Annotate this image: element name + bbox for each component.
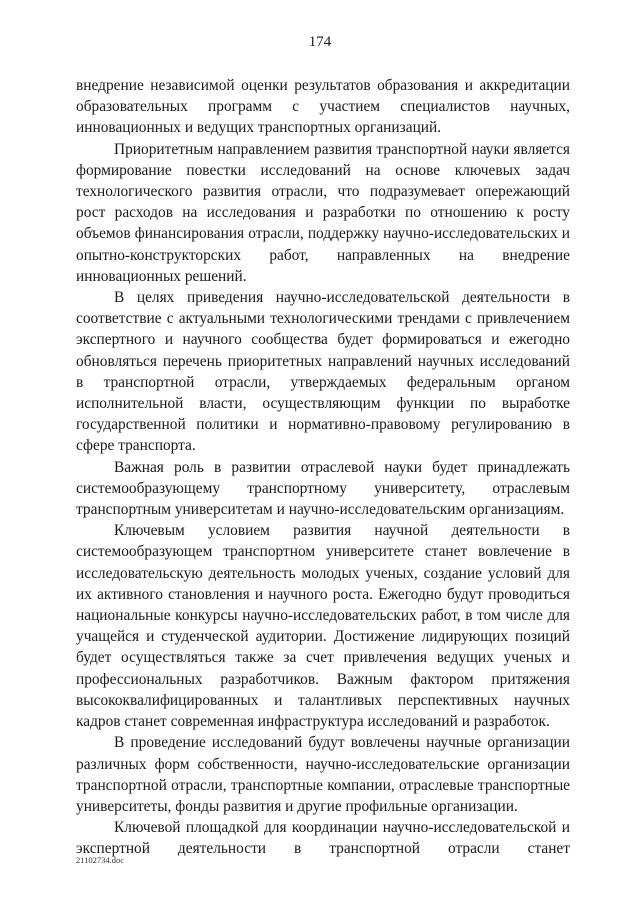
paragraph: Важная роль в развитии отраслевой науки будет принадлежать системообразующему транспортному университету, отраслевым транспортным университетам и научно-исследовательским организациям.	[76, 458, 570, 519]
paragraph: Приоритетным направлением развития транспортной науки является формирование повестки исследований на основе ключевых задач технологического развития отрасли, что подразумевает опережающий рост расходов на исследования и разработки по отношению к росту объемов финансирования отрасли, поддержку научно-исследовательских и опытно-конструкторских работ, направленных на внедрение инновационных решений.	[76, 140, 570, 285]
paragraph-continuation: внедрение независимой оценки результатов образования и аккредитации образовательных программ с участием специалистов научных, инновационных и ведущих транспортных организаций.	[76, 77, 570, 137]
document-body	[76, 75, 570, 860]
page-number: 174	[308, 34, 332, 50]
paragraph: В целях приведения научно-исследовательской деятельности в соответствие с актуальными технологическими трендами с привлечением экспертного и научного сообщества будет формироваться и ежегодно обновляться перечень приоритетных направлений научных исследований в транспортной отрасли, утверждаемых федеральным органом исполнительной власти, осуществляющим функции по выработке государственной политики и нормативно-правовому регулированию в сфере транспорта.	[76, 289, 570, 455]
paragraph: Ключевым условием развития научной деятельности в системообразующем транспортном университете станет вовлечение в исследовательскую деятельность молодых ученых, создание условий для их активного становления и научного роста. Ежегодно будут проводиться национальные конкурсы научно-исследовательских работ, в том числе для учащейся и студенческой аудитории. Достижение лидирующих позиций будет осуществляться также за счет привлечения ведущих ученых и профессиональных разработчиков. Важным фактором притяжения высококвалифицированных и талантливых перспективных научных кадров станет современная инфраструктура исследований и разработок.	[76, 522, 570, 731]
paragraph-continues: Ключевой площадкой для координации научно-исследовательской и экспертной деятельности в транспортной отрасли станет	[76, 819, 570, 858]
document-filename: 21102734.doc	[76, 855, 125, 865]
paragraph: В проведение исследований будут вовлечены научные организации различных форм собственности, научно-исследовательские организации транспортной отрасли, транспортные компании, отраслевые транспортные университеты, фонды развития и другие профильные организации.	[76, 734, 570, 815]
